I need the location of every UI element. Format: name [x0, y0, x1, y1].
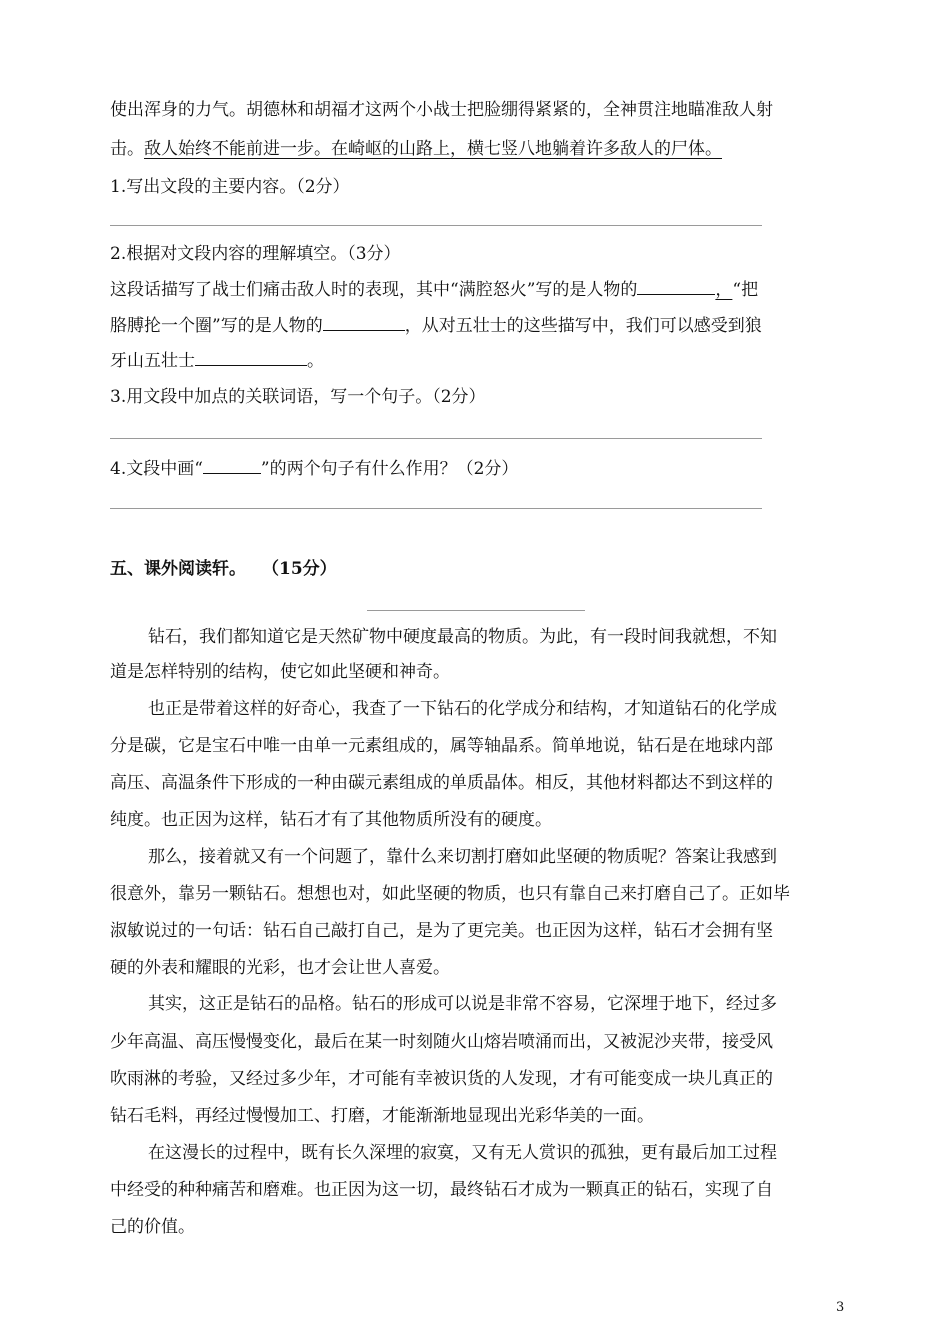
article-line: 在这漫长的过程中，既有长久深埋的寂寞，又有无人赏识的孤独，更有最后加工过程 [148, 1143, 777, 1163]
section-5-title: 五、课外阅读轩。 [110, 559, 246, 579]
article-line: 钻石毛料，再经过慢慢加工、打磨，才能渐渐地显现出光彩华美的一面。 [110, 1106, 654, 1126]
question-1: 1.写出文段的主要内容。（2分） [110, 177, 350, 197]
q4-text-a: 4.文段中画“ [110, 459, 203, 479]
q2-text-1c: “把 [732, 280, 759, 300]
article-title-line[interactable] [367, 610, 585, 611]
section-5-heading [110, 557, 337, 581]
article-line: 其实，这正是钻石的品格。钻石的形成可以说是非常不容易，它深埋于地下，经过多 [148, 994, 777, 1014]
q4-underline-sample [203, 455, 261, 474]
question-2-title: 2.根据对文段内容的理解填空。（3分） [110, 244, 401, 264]
article-line: 高压、高温条件下形成的一种由碳元素组成的单质晶体。相反，其他材料都达不到这样的 [110, 773, 773, 793]
question-2-line-2 [110, 312, 762, 338]
q2-text-3b: 。 [307, 351, 324, 371]
article-line: 钻石，我们都知道它是天然矿物中硬度最高的物质。为此，有一段时间我就想，不知 [148, 627, 777, 647]
q2-text-2a: 胳膊抡一个圈”写的是人物的 [110, 316, 323, 336]
article-line: 纯度。也正因为这样，钻石才有了其他物质所没有的硬度。 [110, 810, 552, 830]
article-line: 中经受的种种痛苦和磨难。也正因为这一切，最终钻石才成为一颗真正的钻石，实现了自 [110, 1180, 773, 1200]
question-3: 3.用文段中加点的关联词语，写一个句子。（2分） [110, 387, 486, 407]
q2-blank-3[interactable] [195, 347, 307, 366]
answer-line-q4[interactable] [110, 508, 762, 509]
q2-blank-2[interactable] [323, 312, 405, 331]
article-line: 也正是带着这样的好奇心，我查了一下钻石的化学成分和结构，才知道钻石的化学成 [148, 699, 777, 719]
article-line: 淑敏说过的一句话：钻石自己敲打自己，是为了更完美。也正因为这样，钻石才会拥有坚 [110, 921, 773, 941]
page-number: 3 [836, 1300, 845, 1315]
q2-text-2b: ，从对五壮士的这些描写中，我们可以感受到狼 [404, 316, 762, 336]
article-line: 少年高温、高压慢慢变化，最后在某一时刻随火山熔岩喷涌而出，又被泥沙夹带，接受风 [110, 1032, 773, 1052]
article-line: 吹雨淋的考验，又经过多少年，才可能有幸被识货的人发现，才有可能变成一块儿真正的 [110, 1069, 773, 1089]
question-2-line-1 [110, 276, 758, 302]
question-4 [110, 455, 518, 481]
answer-line-q3[interactable] [110, 438, 762, 439]
q4-text-b: ”的两个句子有什么作用？（2分） [260, 459, 519, 479]
question-2-line-3 [110, 347, 324, 373]
article-line: 硬的外表和耀眼的光彩，也才会让世人喜爱。 [110, 958, 450, 978]
passage-line-1: 使出浑身的力气。胡德林和胡福才这两个小战士把脸绷得紧紧的，全神贯注地瞄准敌人射 [110, 100, 773, 120]
passage-line-2 [110, 137, 722, 161]
q2-text-1a: 这段话描写了战士们痛击敌人时的表现，其中“满腔怒火”写的是人物的 [110, 280, 638, 300]
q2-text-3a: 牙山五壮士 [110, 351, 195, 371]
article-line: 很意外，靠另一颗钻石。想想也对，如此坚硬的物质，也只有靠自己来打磨自己了。正如毕 [110, 884, 790, 904]
underlined-sentences: 敌人始终不能前进一步。在崎岖的山路上，横七竖八地躺着许多敌人的尸体。 [144, 139, 722, 159]
article-line: 道是怎样特别的结构，使它如此坚硬和神奇。 [110, 662, 450, 682]
q2-blank-1[interactable] [637, 276, 715, 295]
article-line: 分是碳，它是宝石中唯一由单一元素组成的，属等轴晶系。简单地说，钻石是在地球内部 [110, 736, 773, 756]
article-line: 己的价值。 [110, 1217, 195, 1237]
article-line: 那么，接着就又有一个问题了，靠什么来切割打磨如此坚硬的物质呢？答案让我感到 [148, 847, 777, 867]
q2-text-1b: ， [715, 280, 733, 300]
passage-line-2-prefix: 击。 [110, 139, 144, 159]
section-5-score: （15分） [262, 559, 337, 579]
answer-line-q1[interactable] [110, 225, 762, 226]
